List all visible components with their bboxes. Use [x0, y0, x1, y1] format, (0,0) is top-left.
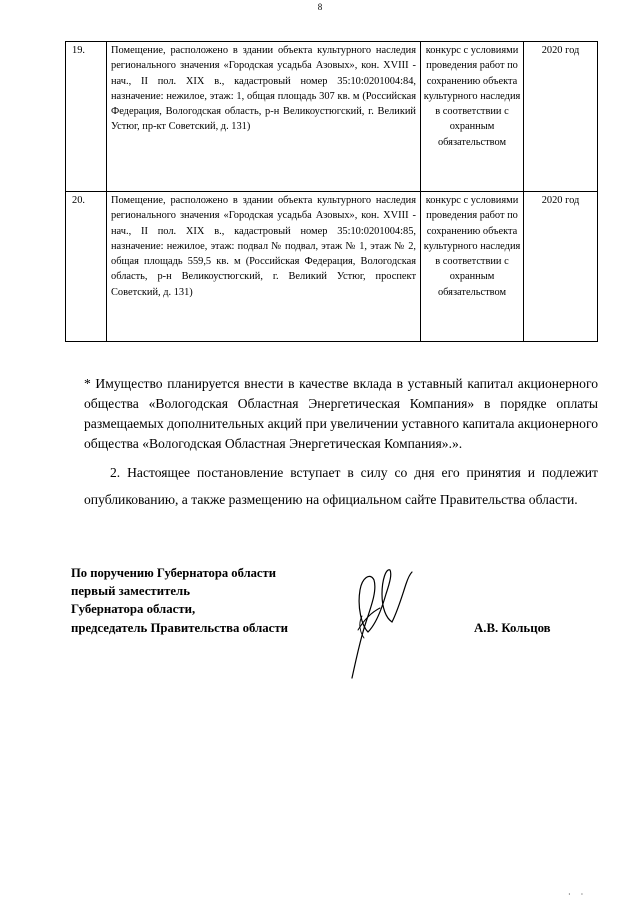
row-number: 20.: [66, 192, 107, 342]
table-row: [66, 42, 598, 192]
table-row: [66, 192, 598, 342]
signatory-name: А.В. Кольцов: [474, 621, 551, 635]
page-number: 8: [317, 2, 323, 12]
footnote: * Имущество планируется внести в качестве вклада в уставный капитал акционерного общества «Вологодская Областная Энергетическая Компания» в порядке оплаты размещаемых дополнительных акций при увеличении уставного капитала акционерного общества «Вологодская Областная Энергетическая Компания».».: [84, 376, 598, 451]
signatory-title-line2: Губернатора области,: [71, 602, 196, 616]
signatory-authority-line: По поручению Губернатора области: [71, 566, 276, 580]
privatization-year: 2020 год: [524, 42, 598, 192]
handwritten-signature: [322, 560, 432, 680]
scan-marks: · ·: [568, 890, 588, 899]
signatory-title-line3: председатель Правительства области: [71, 621, 289, 635]
property-table: [65, 41, 598, 342]
property-description: Помещение, расположено в здании объекта культурного наследия регионального значения «Городская усадьба Азовых», кон. XVIII - нач., II пол. XIX в., кадастровый номер 35:10:0201004:84, назначение: нежилое, этаж: 1, общая площадь 307 кв. м (Российская Федерация, Вологодская область, р-н Великоустюгский, г. Великий Устюг, пр-кт Советский, д. 131): [107, 42, 421, 192]
property-description: Помещение, расположено в здании объекта культурного наследия регионального значения «Городская усадьба Азовых», кон. XVIII - нач., II пол. XIX в., кадастровый номер 35:10:0201004:85, назначение: нежилое, этаж: подвал № подвал, этаж № 1, этаж № 2, общая площадь 559,5 кв. м (Российская Федерация, Вологодская область, р-н Великоустюгский, г. Великий Устюг, проспект Советский, д. 131): [107, 192, 421, 342]
paragraph-effective-date: 2. Настоящее постановление вступает в силу со дня его принятия и подлежит опубликованию, а также размещению на официальном сайте Правительства области.: [84, 465, 598, 507]
privatization-method: конкурс с условиями проведения работ по сохранению объекта культурного наследия в соответствии с охранным обязательством: [421, 42, 524, 192]
privatization-year: 2020 год: [524, 192, 598, 342]
privatization-method: конкурс с условиями проведения работ по сохранению объекта культурного наследия в соответствии с охранным обязательством: [421, 192, 524, 342]
row-number: 19.: [66, 42, 107, 192]
signatory-title-line1: первый заместитель: [71, 584, 190, 598]
